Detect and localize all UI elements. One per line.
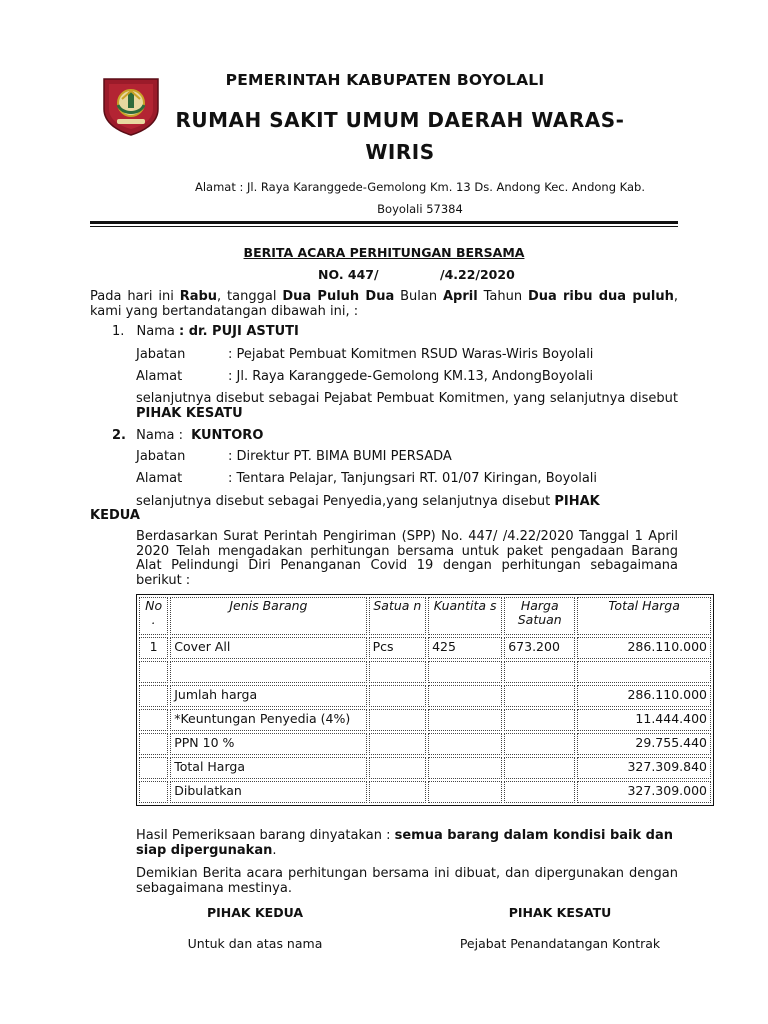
summary-value: 286.110.000 <box>577 685 711 707</box>
party2-alamat-value: : Tentara Pelajar, Tanjungsari RT. 01/07 Kiringan, Boyolali <box>228 471 598 486</box>
signature-left-subtitle: Untuk dan atas nama <box>187 936 323 951</box>
table-header-cell: Jenis Barang <box>170 597 366 635</box>
result-text: Hasil Pemeriksaan barang dinyatakan : <box>136 828 395 843</box>
signature-left-title: PIHAK KEDUA <box>206 905 304 920</box>
summary-value: 327.309.000 <box>577 781 711 803</box>
party1-alamat-value: : Jl. Raya Karanggede-Gemolong KM.13, AndongBoyolali <box>228 369 594 384</box>
summary-row <box>139 685 711 707</box>
intro-year: Dua ribu dua puluh <box>527 289 674 304</box>
table-header-cell: No . <box>139 597 168 635</box>
item-no: 1 <box>139 637 168 659</box>
table-header-cell: Total Harga <box>577 597 711 635</box>
party2-jabatan-value: : Direktur PT. BIMA BUMI PERSADA <box>228 449 452 464</box>
government-name: PEMERINTAH KABUPATEN BOYOLALI <box>225 71 545 89</box>
party1-jabatan-row <box>136 347 696 363</box>
party1-jabatan-value: : Pejabat Pembuat Komitmen RSUD Waras-Wiris Boyolali <box>228 347 594 362</box>
summary-label: *Keuntungan Penyedia (4%) <box>170 709 366 731</box>
party1-alamat-label: Alamat <box>136 369 183 384</box>
party2-number: 2. <box>112 428 126 443</box>
summary-value: 327.309.840 <box>577 757 711 779</box>
party2-designation-part2: KEDUA <box>90 508 140 523</box>
table-header-cell: Harga Satuan <box>504 597 575 635</box>
party2-alamat-label: Alamat <box>136 471 183 486</box>
table-row <box>139 637 711 659</box>
summary-row <box>139 733 711 755</box>
intro-text: Tahun <box>477 289 528 304</box>
summary-label: Dibulatkan <box>170 781 366 803</box>
basis-paragraph: Berdasarkan Surat Perintah Pengiriman (SPP) No. 447/ /4.22/2020 Tanggal 1 April 2020 Telah mengadakan perhitungan bersama untuk paket pengadaan Barang Alat Pelindungi Diri Penanganan Covid 19 dengan perhitungan sebagaimana berikut : <box>136 529 678 588</box>
document-number-label: NO. 447/ <box>318 267 379 282</box>
table-row-empty <box>139 661 711 683</box>
header-divider-thick <box>90 221 678 224</box>
result-conclusion: semua barang dalam kondisi baik dan siap dipergunakan <box>136 828 673 858</box>
party1-name-label: Nama <box>136 324 179 339</box>
intro-text: , kami yang bertandatangan dibawah ini, : <box>90 289 678 319</box>
party2-name-label: Nama : <box>136 428 183 443</box>
summary-label: PPN 10 % <box>170 733 366 755</box>
item-price: 673.200 <box>504 637 575 659</box>
calculation-table <box>136 594 714 806</box>
item-total: 286.110.000 <box>577 637 711 659</box>
boyolali-emblem-logo <box>100 75 162 137</box>
party2-note <box>136 494 678 509</box>
intro-month: April <box>443 289 478 304</box>
party2-jabatan-row <box>136 449 696 465</box>
party1-designation: PIHAK KESATU <box>136 406 243 421</box>
summary-row <box>139 781 711 803</box>
summary-row <box>139 709 711 731</box>
intro-date: Dua Puluh Dua <box>282 289 395 304</box>
party2-note-text: selanjutnya disebut sebagai Penyedia,yang selanjutnya disebut <box>136 494 555 509</box>
party2-alamat-row <box>136 471 696 487</box>
party1-name-row <box>112 324 299 339</box>
intro-paragraph <box>90 289 678 319</box>
summary-label: Total Harga <box>170 757 366 779</box>
party2-name-row <box>112 428 263 443</box>
table-header-cell: Kuantita s <box>428 597 502 635</box>
signature-right-title: PIHAK KESATU <box>508 905 612 920</box>
summary-row <box>139 757 711 779</box>
document-number-suffix: /4.22/2020 <box>440 267 515 282</box>
hospital-address <box>140 176 700 220</box>
table-header-cell: Satua n <box>369 597 426 635</box>
hospital-name-line2: WIRIS <box>365 140 435 164</box>
hospital-name-line1: RUMAH SAKIT UMUM DAERAH WARAS- <box>175 108 625 132</box>
address-line2: Boyolali 57384 <box>377 202 463 216</box>
party1-alamat-row <box>136 369 696 385</box>
party1-number: 1. <box>112 324 125 339</box>
summary-label: Jumlah harga <box>170 685 366 707</box>
intro-text: Pada hari ini <box>90 289 180 304</box>
address-line1: Alamat : Jl. Raya Karanggede-Gemolong Km. 13 Ds. Andong Kec. Andong Kab. <box>194 180 645 194</box>
document-title: BERITA ACARA PERHITUNGAN BERSAMA <box>243 245 525 260</box>
closing-paragraph: Demikian Berita acara perhitungan bersama ini dibuat, dan dipergunakan dengan sebagaimana mestinya. <box>136 866 678 896</box>
party2-designation-part1: PIHAK <box>554 494 600 509</box>
party2-name-value: KUNTORO <box>191 428 264 443</box>
party1-jabatan-label: Jabatan <box>136 347 186 362</box>
header-divider-thin <box>90 226 678 227</box>
intro-day: Rabu <box>179 289 218 304</box>
summary-value: 29.755.440 <box>577 733 711 755</box>
intro-text: Bulan <box>394 289 443 304</box>
result-end: . <box>272 843 277 858</box>
item-name: Cover All <box>170 637 366 659</box>
party1-note-text: selanjutnya disebut sebagai Pejabat Pembuat Komitmen, yang selanjutnya disebut <box>136 391 678 406</box>
hospital-name <box>165 104 635 168</box>
party1-note <box>136 391 678 421</box>
item-unit: Pcs <box>369 637 426 659</box>
party2-jabatan-label: Jabatan <box>136 449 186 464</box>
table-header-row <box>139 597 711 635</box>
summary-value: 11.444.400 <box>577 709 711 731</box>
inspection-result <box>136 828 681 858</box>
signature-right-subtitle: Pejabat Penandatangan Kontrak <box>459 936 661 951</box>
item-qty: 425 <box>428 637 502 659</box>
intro-text: , tanggal <box>217 289 283 304</box>
party1-name-value: : dr. PUJI ASTUTI <box>179 324 299 339</box>
